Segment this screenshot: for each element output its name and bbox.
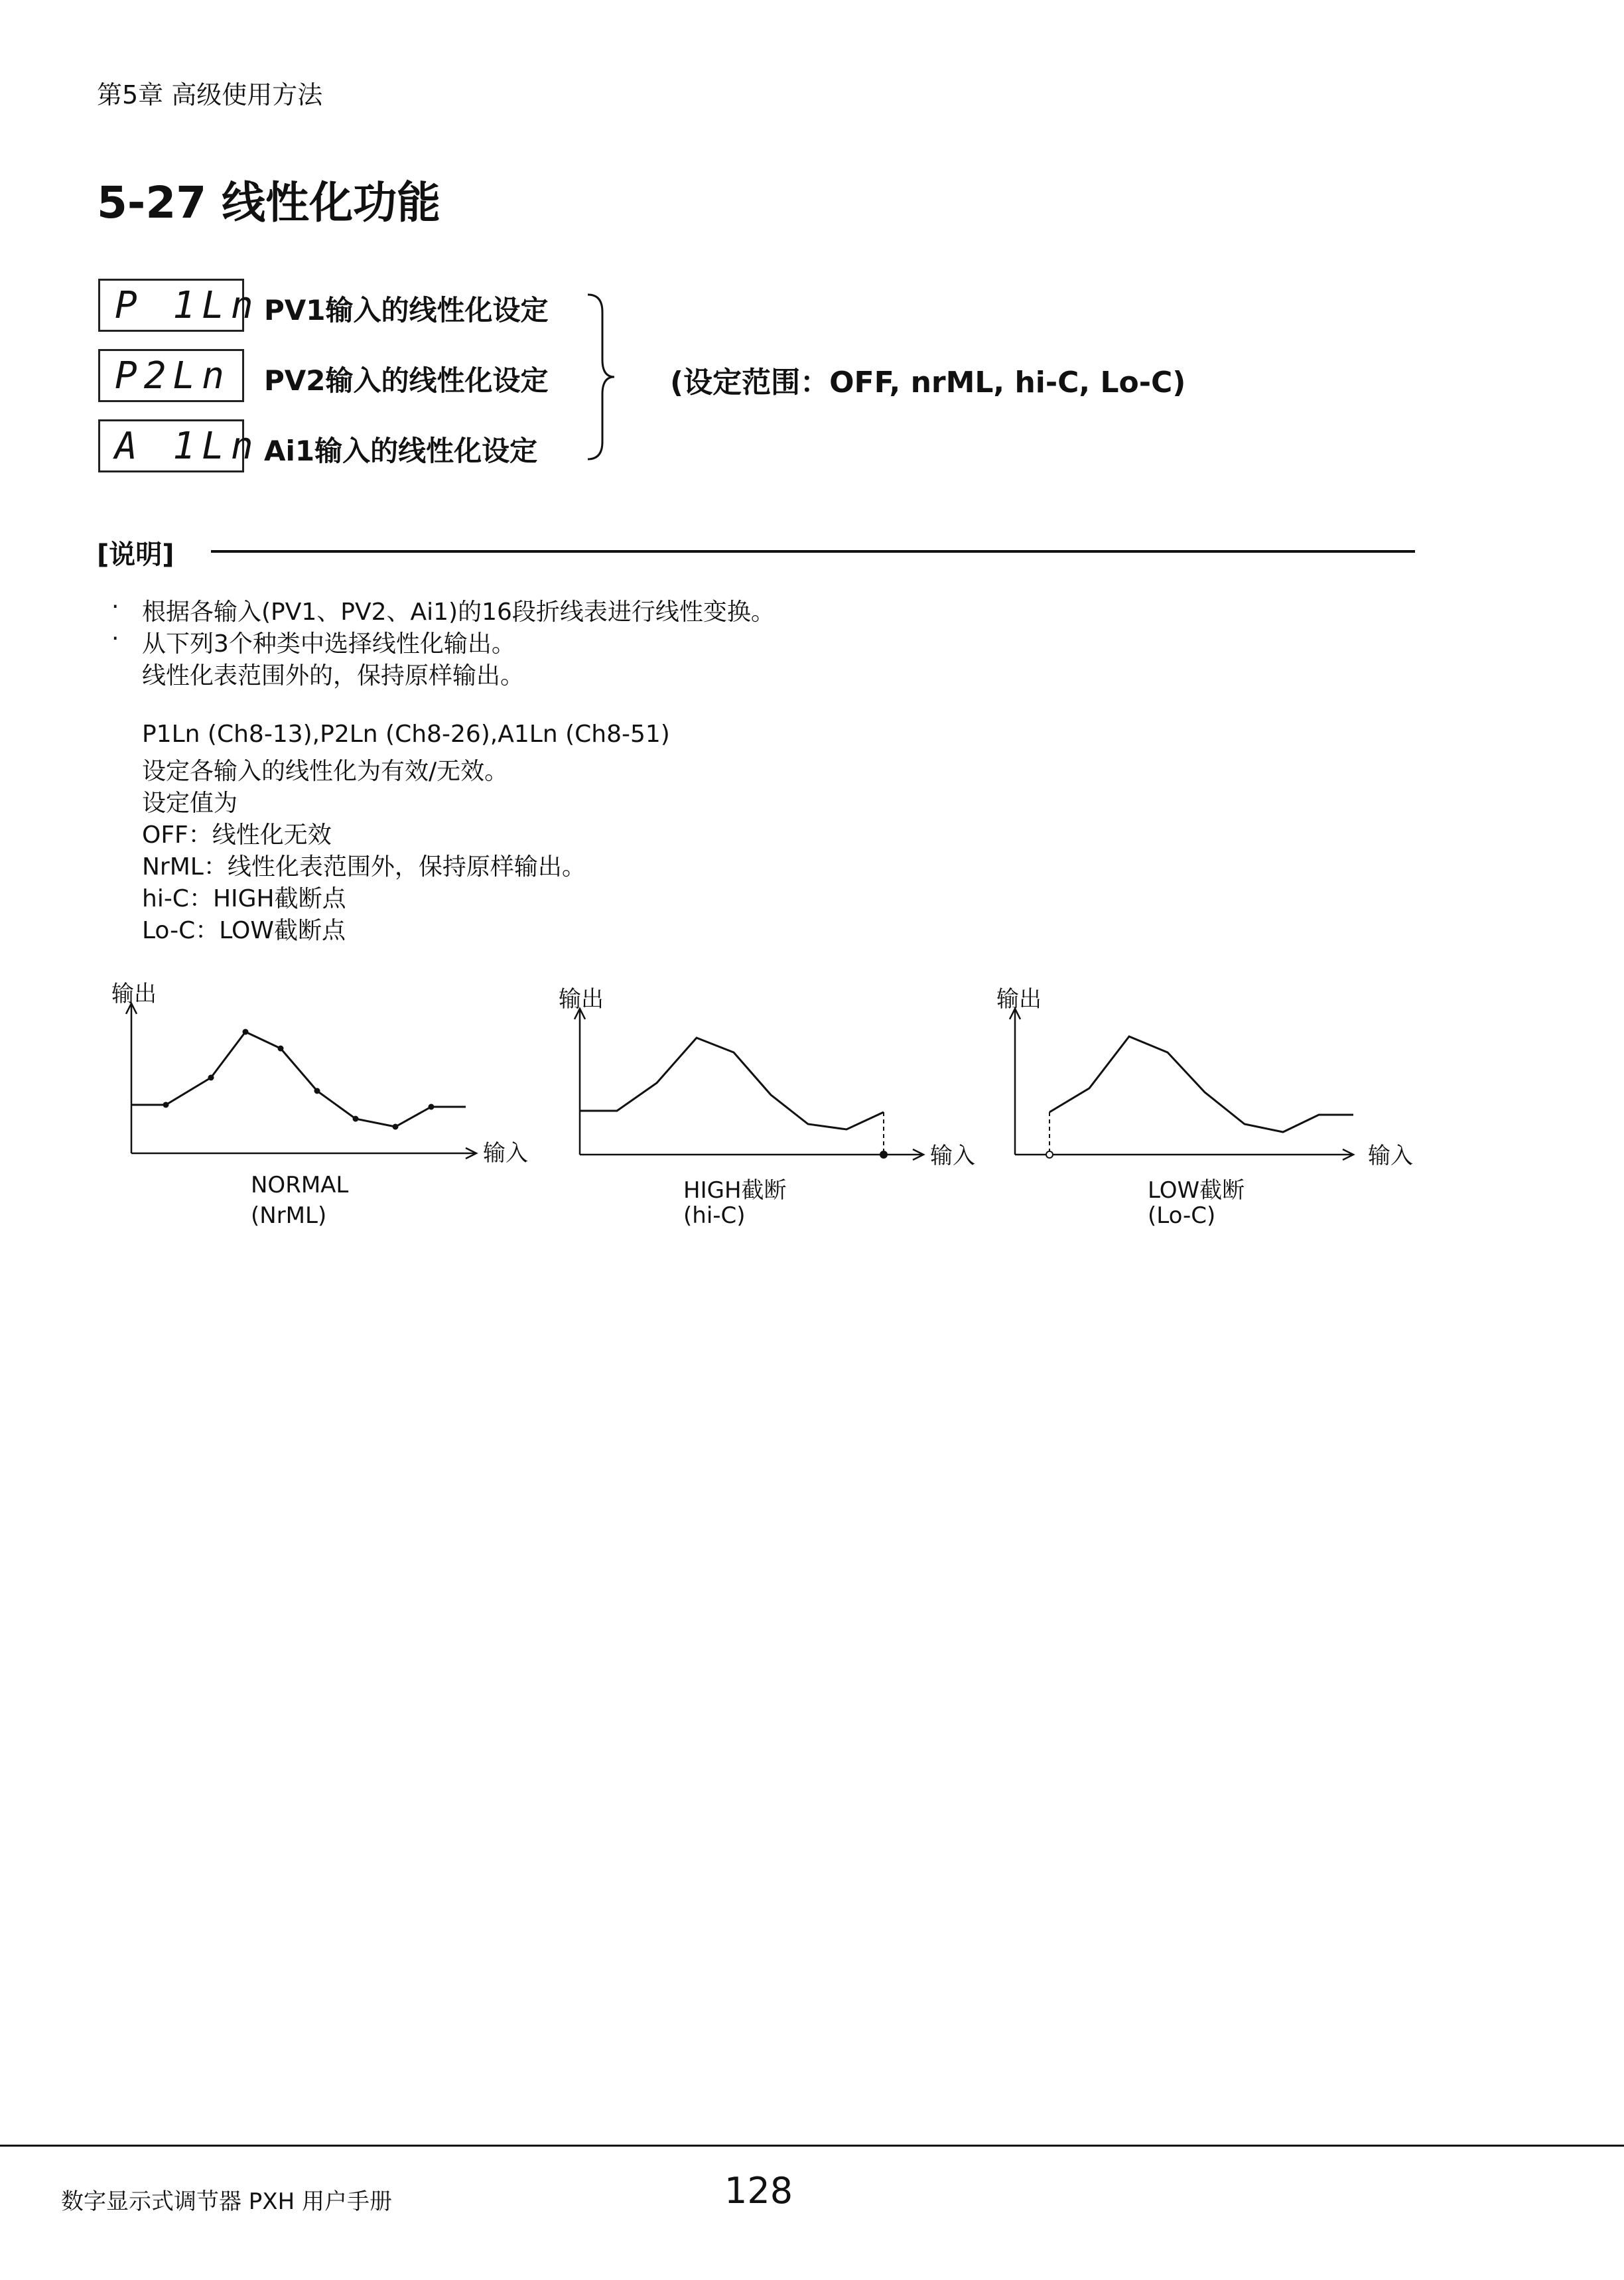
body-line: 设定各输入的线性化为有效/无效。 <box>142 758 509 785</box>
bullet-text: 根据各输入(PV1、PV2、Ai1)的16段折线表进行线性变换。 <box>142 599 775 626</box>
body-line: NrML：线性化表范围外，保持原样输出。 <box>142 853 586 881</box>
chapter-header: 第5章 高级使用方法 <box>97 80 323 109</box>
graph-x-label: 输入 <box>930 1143 975 1169</box>
graph-high-cut <box>548 995 939 1168</box>
graph-caption: (hi-C) <box>683 1202 746 1229</box>
page-number: 128 <box>724 2170 793 2212</box>
body-line: hi-C：HIGH截断点 <box>142 885 346 912</box>
graph-caption: NORMAL <box>251 1172 349 1198</box>
explanation-heading: [说明] <box>97 539 174 570</box>
graph-y-label: 输出 <box>559 986 604 1013</box>
graph-low-cut <box>983 995 1381 1168</box>
graph-x-label: 输入 <box>1368 1143 1413 1169</box>
graph-caption: (Lo-C) <box>1148 1202 1216 1229</box>
body-line: Lo-C：LOW截断点 <box>142 917 346 944</box>
body-line: P1Ln (Ch8-13),P2Ln (Ch8-26),A1Ln (Ch8-51) <box>142 721 670 748</box>
body-line: 设定值为 <box>142 790 238 817</box>
param-label-pv1: PV1输入的线性化设定 <box>264 294 549 326</box>
bullet-dot: · <box>111 593 119 620</box>
graph-caption: LOW截断 <box>1148 1177 1245 1204</box>
body-line: OFF：线性化无效 <box>142 821 332 849</box>
graph-caption: (NrML) <box>251 1202 327 1229</box>
footer-rule <box>0 2145 1624 2147</box>
lcd-display-a1ln: A 1Ln <box>98 419 244 472</box>
footer-title: 数字显示式调节器 PXH 用户手册 <box>61 2188 392 2215</box>
graph-caption: HIGH截断 <box>683 1177 787 1204</box>
lcd-display-p2ln: P2Ln <box>98 349 244 402</box>
setting-range: (设定范围：OFF, nrML, hi-C, Lo-C) <box>670 366 1186 399</box>
heading-rule <box>211 550 1415 553</box>
graph-y-label: 输出 <box>996 986 1042 1013</box>
graph-y-label: 输出 <box>111 981 157 1007</box>
body-line: 线性化表范围外的，保持原样输出。 <box>142 662 525 689</box>
graph-x-label: 输入 <box>483 1140 528 1167</box>
curly-brace <box>584 285 624 471</box>
graph-normal <box>100 995 498 1168</box>
param-label-ai1: Ai1输入的线性化设定 <box>264 435 538 467</box>
lcd-display-p1ln: P 1Ln <box>98 279 244 332</box>
bullet-dot: · <box>111 625 119 652</box>
bullet-text: 从下列3个种类中选择线性化输出。 <box>142 630 515 658</box>
param-label-pv2: PV2输入的线性化设定 <box>264 364 549 397</box>
section-title: 5-27 线性化功能 <box>97 177 441 228</box>
